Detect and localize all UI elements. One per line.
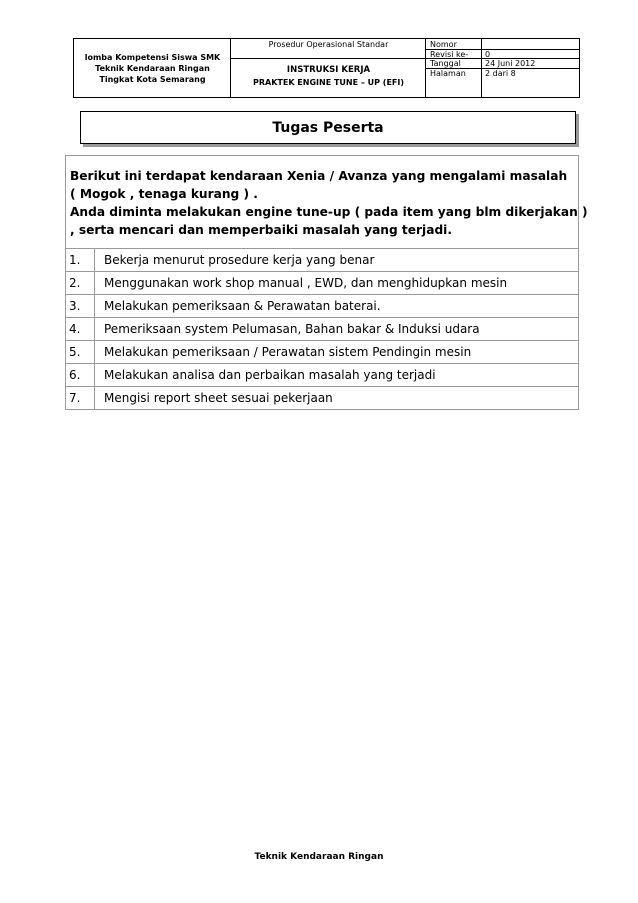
task-number: 1. — [66, 249, 95, 271]
doc-type: Prosedur Operasional Standar — [268, 40, 389, 49]
task-table — [65, 155, 588, 410]
task-number: 6. — [66, 364, 95, 386]
meta-label-nomor: Nomor — [430, 40, 457, 49]
practice-title: PRAKTEK ENGINE TUNE – UP (EFI) — [252, 78, 404, 87]
task-text: Bekerja menurut prosedure kerja yang benar — [104, 253, 375, 267]
meta-value-revisi: 0 — [485, 50, 491, 59]
task-row — [66, 341, 578, 364]
task-intro — [66, 156, 588, 249]
section-title: Tugas Peserta — [272, 119, 384, 136]
task-number: 4. — [66, 318, 95, 340]
organization-block — [74, 39, 231, 97]
intro-line: Anda diminta melakukan engine tune-up ( pada item yang blm dikerjakan ) — [70, 205, 588, 219]
organization-line: Tingkat Kota Semarang — [99, 74, 206, 84]
section-title-box — [80, 111, 576, 144]
meta-value-tanggal: 24 Juni 2012 — [485, 59, 536, 68]
document-header — [73, 38, 580, 98]
task-text: Melakukan analisa dan perbaikan masalah yang terjadi — [104, 368, 436, 382]
task-text: Mengisi report sheet sesuai pekerjaan — [104, 391, 333, 405]
task-row — [66, 295, 578, 318]
intro-line: , serta mencari dan memperbaiki masalah yang terjadi. — [70, 223, 452, 237]
task-number: 3. — [66, 295, 95, 317]
task-text: Melakukan pemeriksaan / Perawatan sistem Pendingin mesin — [104, 345, 472, 359]
meta-value-halaman: 2 dari 8 — [485, 69, 516, 78]
task-row — [66, 387, 578, 409]
task-number: 7. — [66, 387, 95, 409]
task-row — [66, 272, 578, 295]
task-number: 2. — [66, 272, 95, 294]
task-text: Melakukan pemeriksaan & Perawatan baterai. — [104, 299, 381, 313]
task-row — [66, 249, 578, 272]
page-footer: Teknik Kendaraan Ringan — [254, 852, 384, 862]
intro-line: ( Mogok , tenaga kurang ) . — [70, 187, 258, 201]
instruction-title: INSTRUKSI KERJA — [286, 65, 371, 75]
task-text: Menggunakan work shop manual , EWD, dan menghidupkan mesin — [104, 276, 508, 290]
meta-label-tanggal: Tanggal — [430, 59, 461, 68]
task-text: Pemeriksaan system Pelumasan, Bahan bakar & Induksi udara — [104, 322, 480, 336]
intro-line: Berikut ini terdapat kendaraan Xenia / Avanza yang mengalami masalah — [70, 169, 568, 183]
organization-line: lomba Kompetensi Siswa SMK — [84, 52, 221, 62]
task-number: 5. — [66, 341, 95, 363]
task-row — [66, 318, 578, 341]
task-row — [66, 364, 578, 387]
organization-line: Teknik Kendaraan Ringan — [95, 63, 210, 73]
meta-label-halaman: Halaman — [430, 69, 466, 78]
meta-label-revisi: Revisi ke- — [430, 50, 469, 59]
